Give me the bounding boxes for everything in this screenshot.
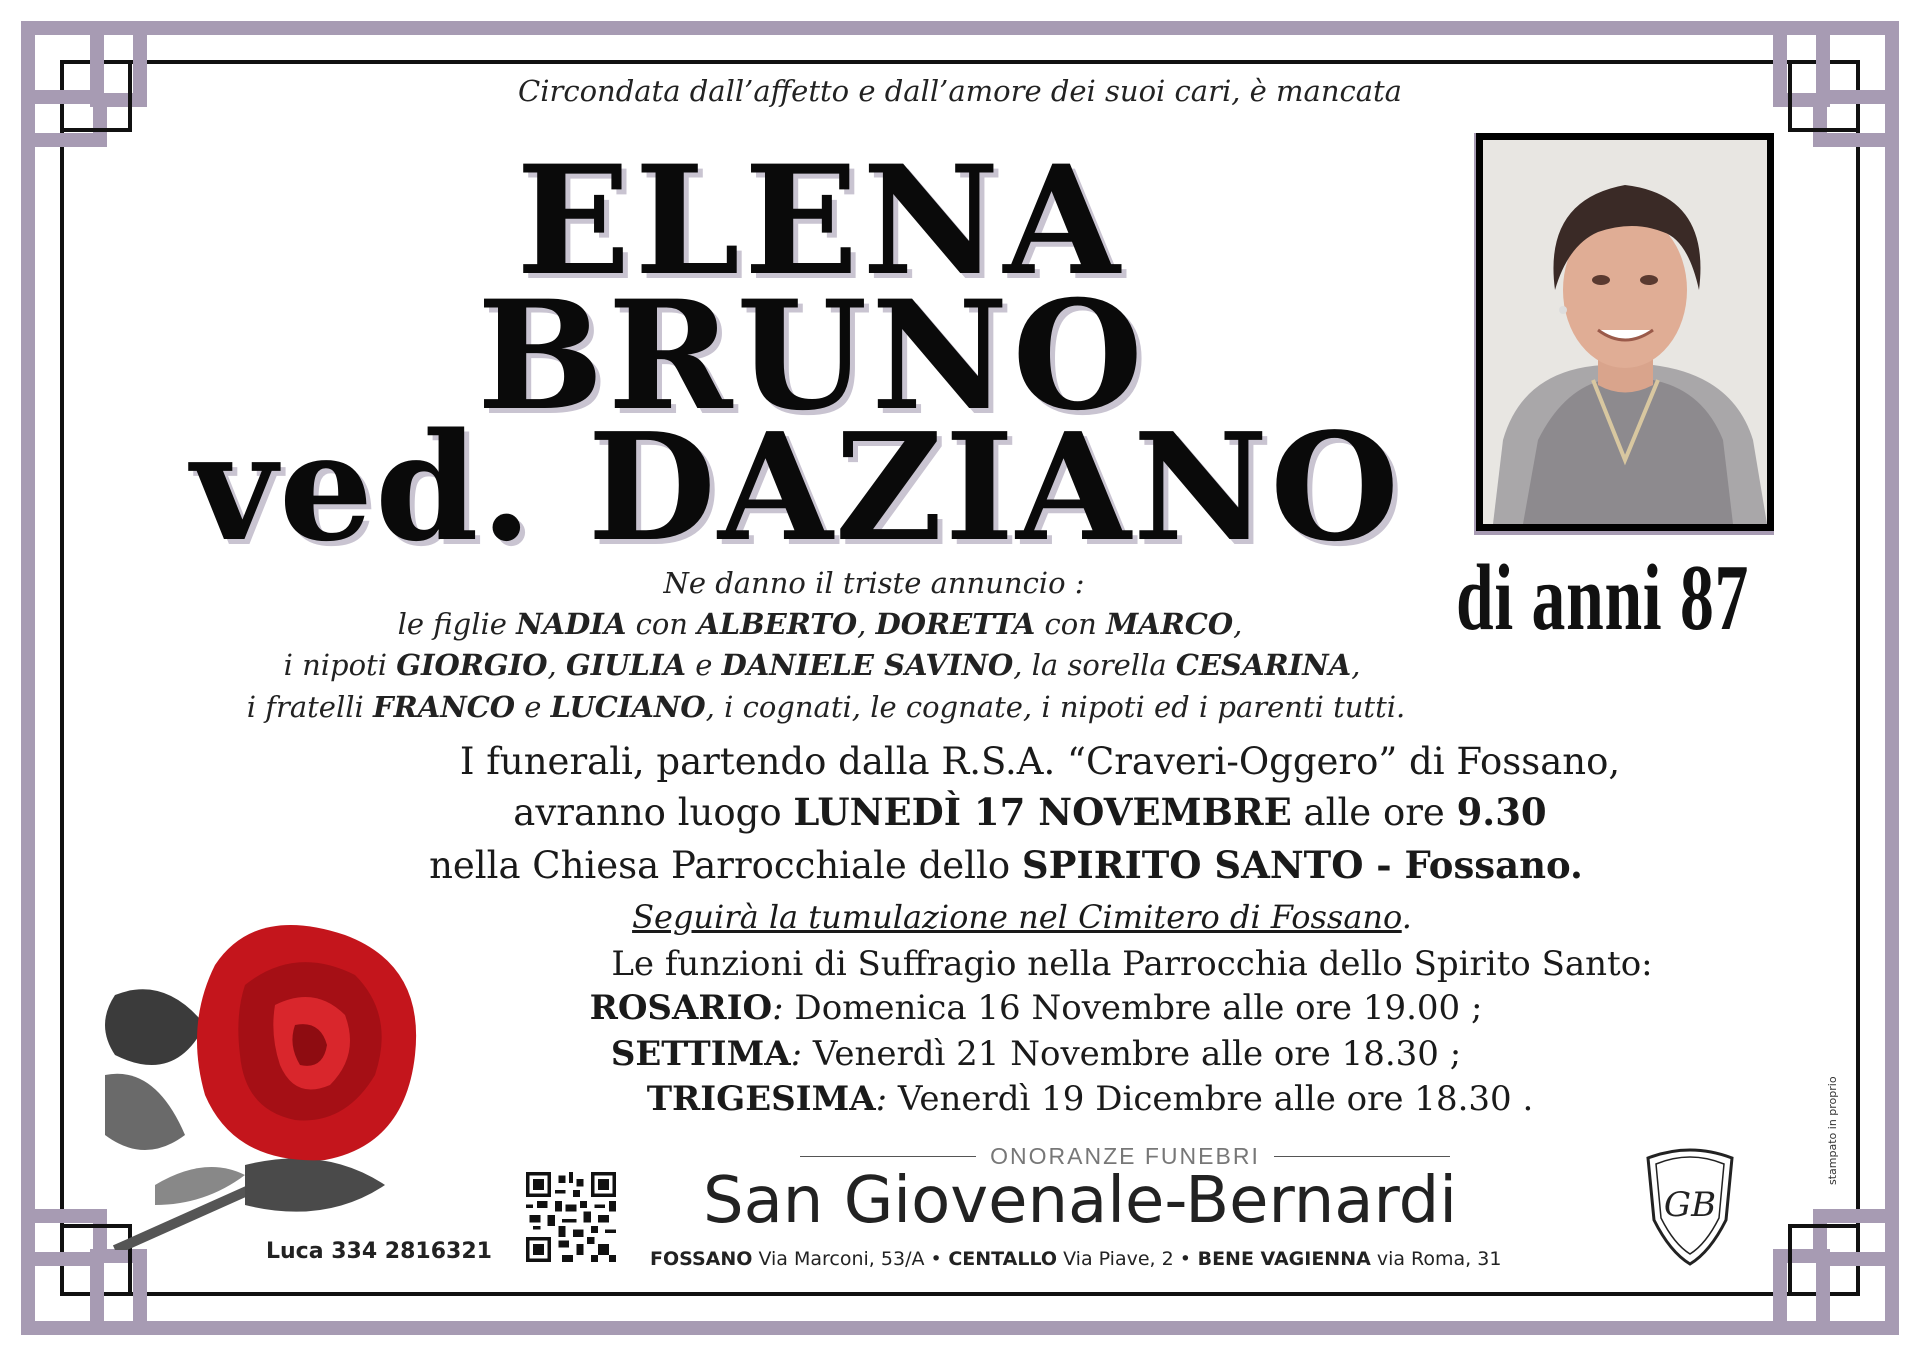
funeral-home-name: San Giovenale-Bernardi [702,1164,1458,1238]
suffrage-rosario: ROSARIO: Domenica 16 Novembre alle ore 19.00 ; [589,988,1483,1028]
deceased-widow-name: ved. DAZIANO [190,400,1402,574]
funeral-home-addresses: FOSSANO Via Marconi, 53/A • CENTALLO Via Piave, 2 • BENE VAGIENNA via Roma, 31 [650,1248,1502,1270]
divider-left [800,1156,976,1157]
portrait-frame [1474,133,1774,535]
announce-line-3: i nipoti GIORGIO, GIULIA e DANIELE SAVINO, la sorella CESARINA, [283,648,1361,682]
funeral-home-label: ONORANZE FUNEBRI [990,1142,1260,1169]
burial-note: Seguirà la tumulazione nel Cimitero di Fossano. [632,898,1412,936]
qr-code-icon [526,1172,616,1262]
crest-letters: GB [1663,1185,1717,1225]
announce-line-2: le figlie NADIA con ALBERTO, DORETTA con MARCO, [397,607,1243,641]
announce-line-4: i fratelli FRANCO e LUCIANO, i cognati, le cognate, i nipoti ed i parenti tutti. [246,690,1406,724]
deceased-last-name: BRUNO [476,268,1148,444]
funeral-line-3: nella Chiesa Parrocchiale dello SPIRITO SANTO - Fossano. [429,843,1583,887]
suffrage-intro: Le funzioni di Suffragio nella Parrocchia dello Spirito Santo: [611,944,1653,984]
funeral-line-2: avranno luogo LUNEDÌ 17 NOVEMBRE alle ore 9.30 [513,790,1547,834]
suffrage-trigesima: TRIGESIMA: Venerdì 19 Dicembre alle ore 18.30 . [646,1079,1534,1119]
age-label: di anni 87 [1456,546,1750,650]
divider-right [1274,1156,1450,1157]
intro-text: Circondata dall’affetto e dall’amore dei suoi cari, è mancata [518,74,1402,108]
announce-line-1: Ne danno il triste annuncio : [663,566,1085,600]
portrait-photo [1483,140,1767,524]
rose-icon [95,905,465,1250]
suffrage-settima: SETTIMA: Venerdì 21 Novembre alle ore 18.30 ; [610,1034,1462,1074]
deceased-first-name: ELENA [516,133,1124,309]
funeral-line-1: I funerali, partendo dalla R.S.A. “Craveri-Oggero” di Fossano, [459,740,1621,783]
phone-contact: Luca 334 2816321 [266,1239,492,1264]
printed-note: stampato in proprio [1826,1076,1839,1185]
crest-icon [1640,1140,1740,1270]
